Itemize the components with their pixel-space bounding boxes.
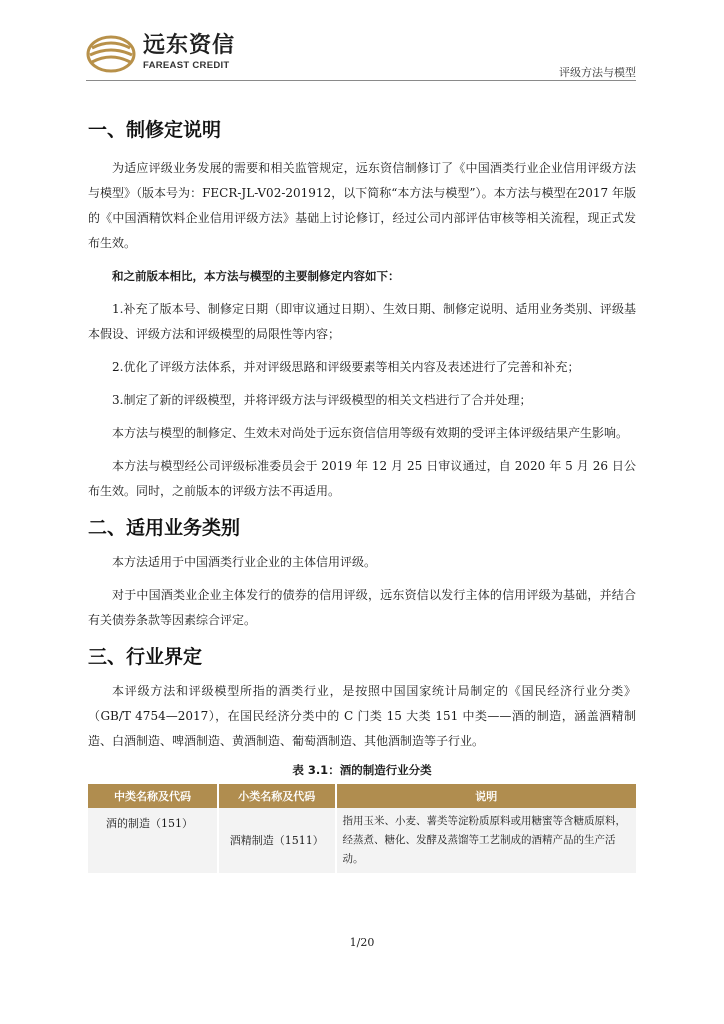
section1-paragraph-2: 本方法与模型的制修定、生效未对尚处于远东资信信用等级有效期的受评主体评级结果产生影响。 [112,426,629,440]
logo-english-name: FAREAST CREDIT [143,60,230,71]
page-number: 1/20 [349,936,375,949]
section3-title: 三、行业界定 [88,646,203,668]
section2-title: 二、适用业务类别 [88,517,241,539]
table-header-cell: 小类名称及代码 [218,784,335,808]
section1-item-2: 2.优化了评级方法体系，并对评级思路和评级要素等相关内容及表述进行了完善和补充； [112,360,580,374]
table-cell: 酒的制造（151） [88,808,218,873]
section1-bold-intro: 和之前版本相比，本方法与模型的主要制修定内容如下： [112,269,400,283]
table-header-cell: 中类名称及代码 [88,784,218,808]
section2-paragraph-1: 本方法适用于中国酒类行业企业的主体信用评级。 [112,555,377,569]
industry-classification-table [88,784,636,873]
table-row [88,808,636,873]
section1-title: 一、制修定说明 [88,119,222,141]
logo-chinese-name: 远东资信 [143,33,236,58]
section1-paragraph-3: 本方法与模型经公司评级标准委员会于 2019 年 12 月 25 日审议通过，自 2020 年 5 月 26 日公布生效。同时，之前版本的评级方法不再适用。 [88,459,636,498]
document-body [88,110,636,873]
table-cell: 指用玉米、小麦、薯类等淀粉质原料或用糖蜜等含糖质原料，经蒸煮、糖化、发酵及蒸馏等工艺制成的酒精产品的生产活动。 [336,808,636,873]
section2-paragraph-2: 对于中国酒类业企业主体发行的债券的信用评级，远东资信以发行主体的信用评级为基础，并结合有关债券条款等因素综合评定。 [88,588,636,627]
section1-item-1: 1.补充了版本号、制修定日期（即审议通过日期）、生效日期、制修定说明、适用业务类别、评级基本假设、评级方法和评级模型的局限性等内容； [88,302,636,341]
header-divider [86,80,636,81]
header-doc-label: 评级方法与模型 [559,66,636,79]
table-header-cell: 说明 [336,784,636,808]
table-header-row [88,784,636,808]
section1-item-3: 3.制定了新的评级模型，并将评级方法与评级模型的相关文档进行了合并处理； [112,393,532,407]
table-caption: 表 3.1：酒的制造行业分类 [292,763,432,777]
table-cell: 酒精制造（1511） [218,808,335,873]
fareast-logo-icon [86,34,136,74]
section1-paragraph-1: 为适应评级业务发展的需要和相关监管规定，远东资信制修订了《中国酒类行业企业信用评级方法与模型》（版本号为：FECR-JL-V02-201912，以下简称“本方法与模型”）。本方法与模型在2017 年版的《中国酒精饮料企业信用评级方法》基础上讨论修订，经过公司内部评估审核等相关流程，现正式发布生效。 [88,161,636,250]
section3-paragraph-1: 本评级方法和评级模型所指的酒类行业，是按照中国国家统计局制定的《国民经济行业分类》（GB/T 4754—2017），在国民经济分类中的 C 门类 15 大类 151 中类——酒的制造，涵盖酒精制造、白酒制造、啤酒制造、黄酒制造、葡萄酒制造、其他酒制造等子行业。 [88,684,636,748]
page-header [0,0,724,80]
